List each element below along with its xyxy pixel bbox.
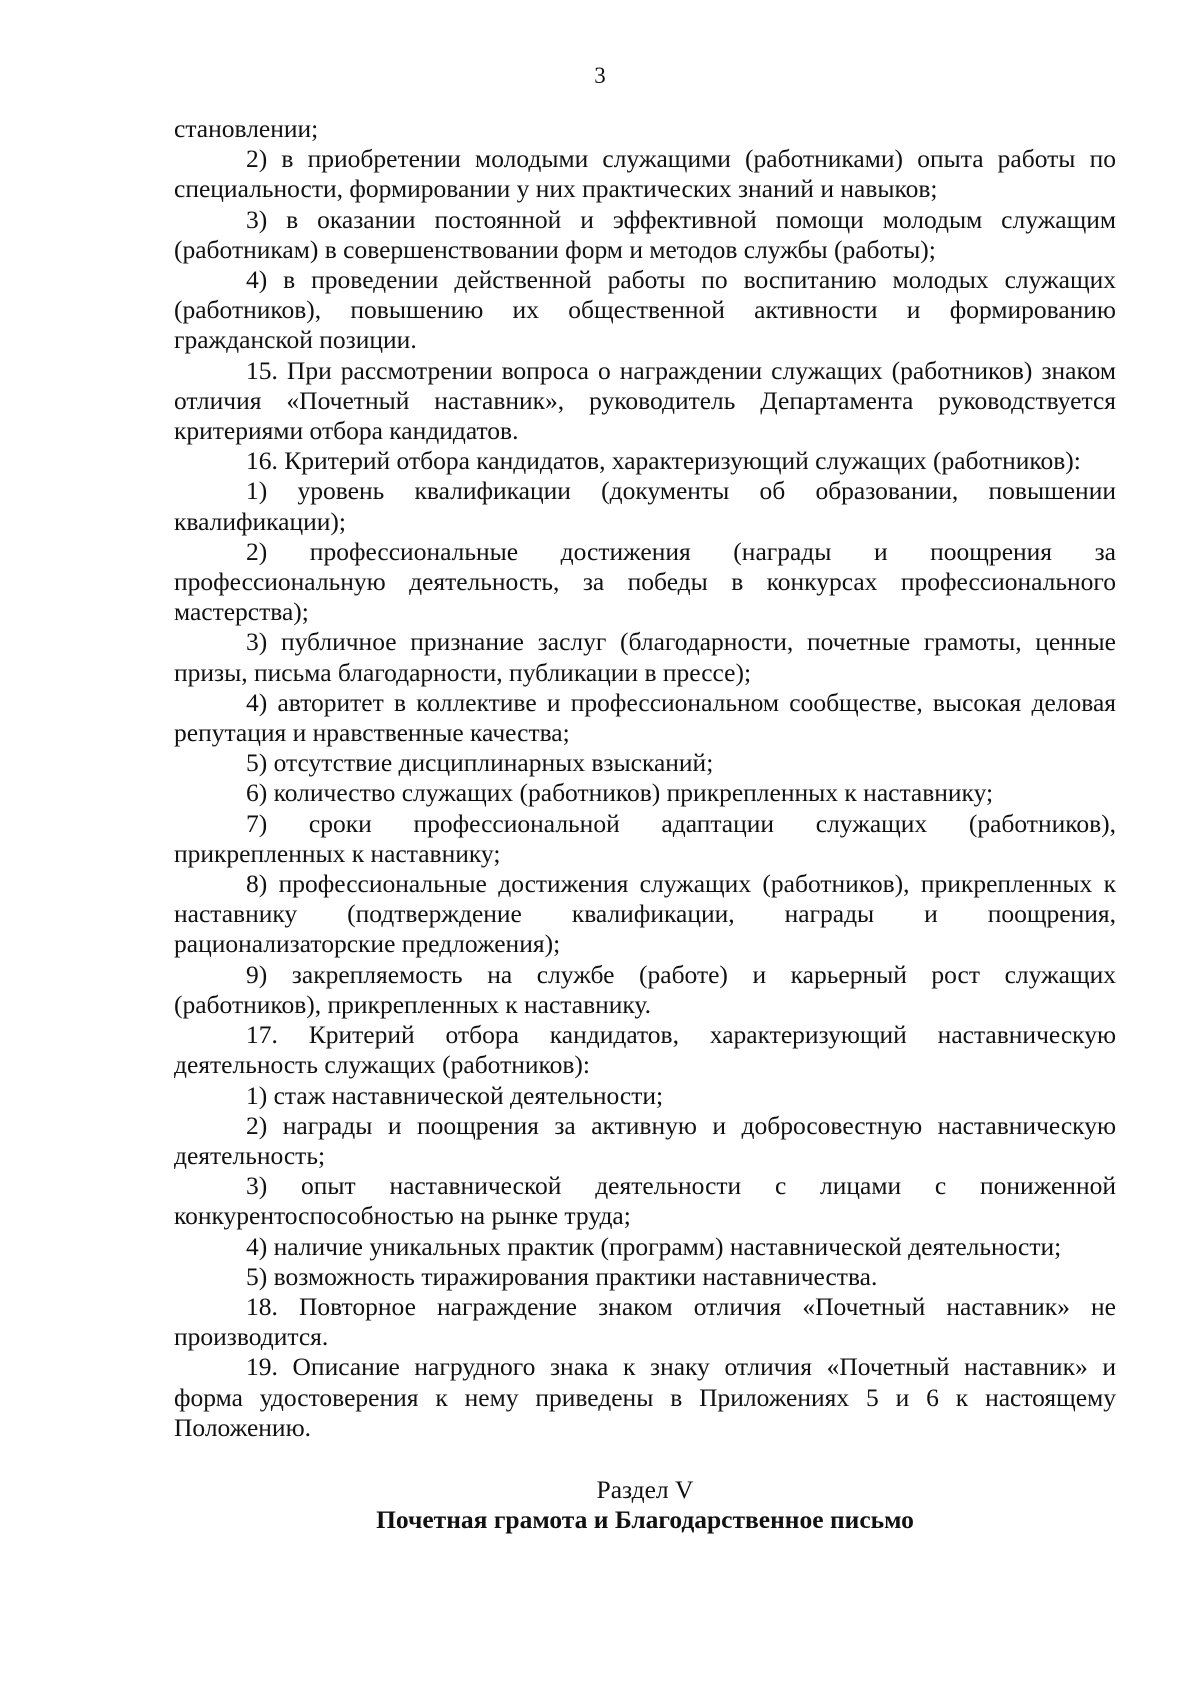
paragraph: 7) сроки профессиональной адаптации служащих (работников), прикрепленных к наставнику;	[174, 808, 1116, 868]
paragraph: 2) профессиональные достижения (награды и поощрения за профессиональную деятельность, за победы в конкурсах профессионального мастерства);	[174, 536, 1116, 627]
paragraph: 2) в приобретении молодыми служащими (работниками) опыта работы по специальности, формировании у них практических знаний и навыков;	[174, 144, 1116, 204]
paragraph: 15. При рассмотрении вопроса о награждении служащих (работников) знаком отличия «Почетный наставник», руководитель Департамента руководствуется критериями отбора кандидатов.	[174, 355, 1116, 446]
paragraph: 5) отсутствие дисциплинарных взысканий;	[246, 748, 714, 778]
paragraph: 4) наличие уникальных практик (программ) наставнической деятельности;	[246, 1231, 1062, 1261]
paragraph: 4) в проведении действенной работы по воспитанию молодых служащих (работников), повышению их общественной активности и формированию гражданской позиции.	[174, 265, 1116, 355]
section-number: Раздел V	[596, 1474, 694, 1504]
paragraph: 18. Повторное награждение знаком отличия «Почетный наставник» не производится.	[174, 1291, 1116, 1352]
section-heading	[174, 1475, 1116, 1535]
paragraph: 2) награды и поощрения за активную и добросовестную наставническую деятельность;	[174, 1110, 1116, 1170]
page-number: 3	[594, 63, 606, 88]
document-body	[174, 114, 1116, 1535]
paragraph: становлении;	[174, 114, 319, 143]
paragraph: 5) возможность тиражирования практики наставничества.	[246, 1261, 878, 1291]
paragraph: 19. Описание нагрудного знака к знаку отличия «Почетный наставник» и форма удостоверения к нему приведены в Приложениях 5 и 6 к настоящему Положению.	[174, 1352, 1116, 1442]
paragraph: 3) публичное признание заслуг (благодарности, почетные грамоты, ценные призы, письма благодарности, публикации в прессе);	[174, 627, 1116, 687]
paragraph: 1) уровень квалификации (документы об образовании, повышении квалификации);	[174, 476, 1116, 536]
paragraph: 3) в оказании постоянной и эффективной помощи молодым служащим (работникам) в совершенствовании форм и методов службы (работы);	[174, 204, 1116, 264]
section-title: Почетная грамота и Благодарственное письмо	[376, 1505, 914, 1535]
paragraph: 1) стаж наставнической деятельности;	[246, 1080, 664, 1110]
paragraph: 17. Критерий отбора кандидатов, характеризующий наставническую деятельность служащих (работников):	[174, 1020, 1116, 1080]
paragraph: 3) опыт наставнической деятельности с лицами с пониженной конкурентоспособностью на рынке труда;	[174, 1171, 1116, 1231]
paragraph: 8) профессиональные достижения служащих (работников), прикрепленных к наставнику (подтверждение квалификации, награды и поощрения, рационализаторские предложения);	[174, 869, 1116, 959]
paragraph: 4) авторитет в коллективе и профессиональном сообществе, высокая деловая репутация и нравственные качества;	[174, 687, 1116, 748]
paragraph: 16. Критерий отбора кандидатов, характеризующий служащих (работников):	[246, 446, 1081, 476]
paragraph: 9) закрепляемость на службе (работе) и карьерный рост служащих (работников), прикрепленных к наставнику.	[174, 959, 1116, 1019]
paragraph: 6) количество служащих (работников) прикрепленных к наставнику;	[246, 778, 994, 808]
